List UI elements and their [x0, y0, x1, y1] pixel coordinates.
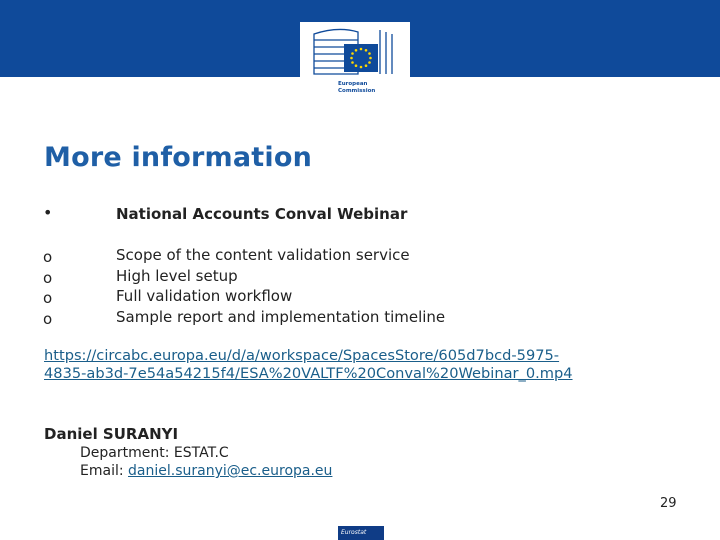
- sub-item-markers: [43, 247, 52, 329]
- contact-email-line: [80, 463, 332, 479]
- sub-item-marker: o: [43, 309, 53, 328]
- sub-item-list: [116, 245, 445, 327]
- page-title: More information: [44, 142, 313, 173]
- logo-text-line2: Commission: [338, 88, 376, 94]
- contact-department: Department: ESTAT.C: [80, 445, 229, 461]
- email-link[interactable]: daniel.suranyi@ec.europa.eu: [128, 463, 333, 479]
- main-bullet-label: National Accounts Conval Webinar: [116, 205, 408, 223]
- sub-item-marker: o: [43, 289, 53, 307]
- sub-item-label: Sample report and implementation timeline: [116, 307, 446, 326]
- contact-name: Daniel SURANYI: [44, 425, 179, 443]
- main-bullet-marker: •: [43, 203, 53, 222]
- eurostat-label: Eurostat: [341, 529, 367, 536]
- sub-item-label: High level setup: [116, 266, 238, 285]
- eurostat-logo: [338, 526, 384, 540]
- webinar-link-line1[interactable]: https://circabc.europa.eu/d/a/workspace/SpacesStore/605d7bcd-5975-: [44, 347, 560, 364]
- sub-item-marker: o: [43, 268, 53, 287]
- logo-text-line1: European: [338, 81, 368, 87]
- webinar-link-line2[interactable]: 4835-ab3d-7e54a54215f4/ESA%20VALTF%20Conval%20Webinar_0.mp4: [44, 365, 573, 382]
- sub-item-label: Scope of the content validation service: [116, 246, 410, 264]
- logo-text: [338, 81, 375, 95]
- page-number: 29: [660, 496, 677, 511]
- sub-item-marker: o: [43, 248, 53, 266]
- webinar-link[interactable]: [44, 347, 684, 383]
- email-label: Email:: [80, 463, 129, 479]
- sub-item-label: Full validation workflow: [116, 287, 293, 305]
